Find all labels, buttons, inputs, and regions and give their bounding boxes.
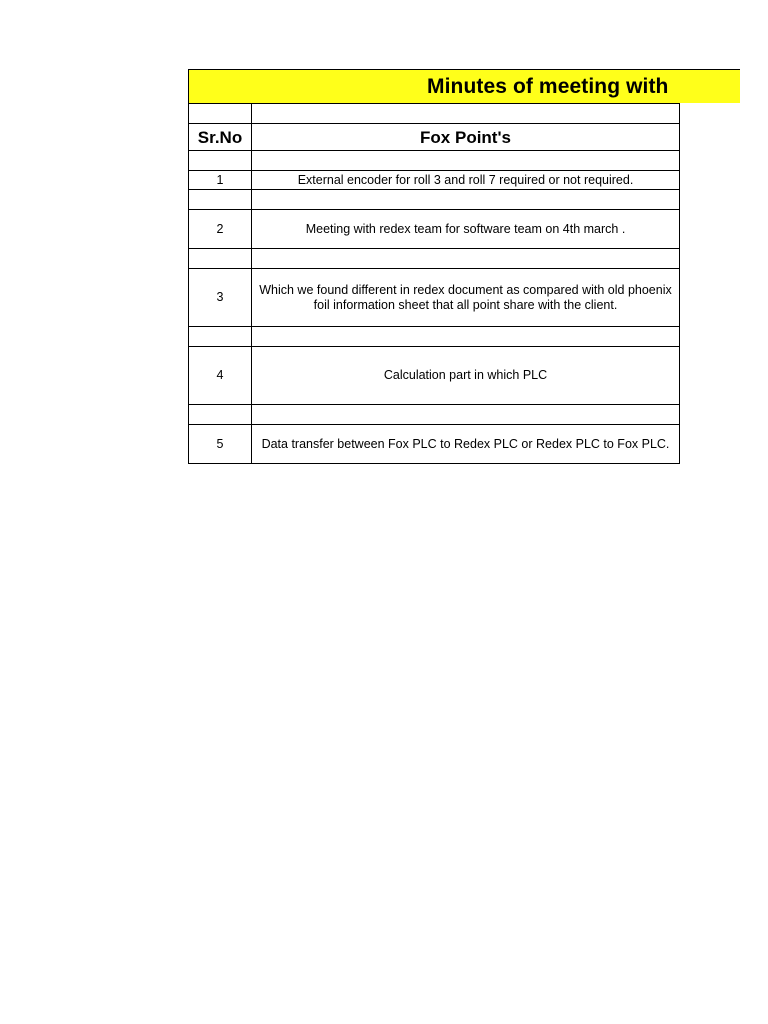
header-fox-points[interactable]: Fox Point's bbox=[252, 124, 680, 151]
title-banner bbox=[188, 69, 740, 103]
empty-cell[interactable] bbox=[252, 327, 680, 347]
point-cell[interactable]: Data transfer between Fox PLC to Redex PLC or Redex PLC to Fox PLC. bbox=[252, 425, 680, 464]
empty-cell[interactable] bbox=[252, 104, 680, 124]
empty-cell[interactable] bbox=[189, 327, 252, 347]
empty-cell[interactable] bbox=[189, 104, 252, 124]
spacer-row bbox=[189, 249, 680, 269]
spacer-row bbox=[189, 190, 680, 210]
sheet-title: Minutes of meeting with bbox=[427, 75, 669, 98]
sr-no-cell[interactable]: 5 bbox=[189, 425, 252, 464]
table-row bbox=[189, 425, 680, 464]
point-cell[interactable]: Meeting with redex team for software team on 4th march . bbox=[252, 210, 680, 249]
table-row bbox=[189, 171, 680, 190]
point-cell[interactable]: External encoder for roll 3 and roll 7 required or not required. bbox=[252, 171, 680, 190]
empty-cell[interactable] bbox=[252, 249, 680, 269]
spacer-row bbox=[189, 327, 680, 347]
table-row bbox=[189, 269, 680, 327]
empty-cell[interactable] bbox=[189, 151, 252, 171]
empty-cell[interactable] bbox=[189, 249, 252, 269]
empty-cell[interactable] bbox=[252, 151, 680, 171]
spacer-row bbox=[189, 151, 680, 171]
empty-cell[interactable] bbox=[189, 405, 252, 425]
header-row bbox=[189, 124, 680, 151]
sr-no-cell[interactable]: 1 bbox=[189, 171, 252, 190]
table-row bbox=[189, 210, 680, 249]
empty-cell[interactable] bbox=[252, 190, 680, 210]
sr-no-cell[interactable]: 4 bbox=[189, 347, 252, 405]
title-clip bbox=[189, 70, 679, 103]
spacer-row bbox=[189, 405, 680, 425]
minutes-table bbox=[188, 103, 680, 464]
table-row bbox=[189, 347, 680, 405]
point-cell[interactable]: Calculation part in which PLC bbox=[252, 347, 680, 405]
header-sr-no[interactable]: Sr.No bbox=[189, 124, 252, 151]
empty-cell[interactable] bbox=[189, 190, 252, 210]
spacer-row bbox=[189, 104, 680, 124]
sr-no-cell[interactable]: 2 bbox=[189, 210, 252, 249]
empty-cell[interactable] bbox=[252, 405, 680, 425]
point-cell[interactable]: Which we found different in redex document as compared with old phoenix foil information sheet that all point share with the client. bbox=[252, 269, 680, 327]
sr-no-cell[interactable]: 3 bbox=[189, 269, 252, 327]
